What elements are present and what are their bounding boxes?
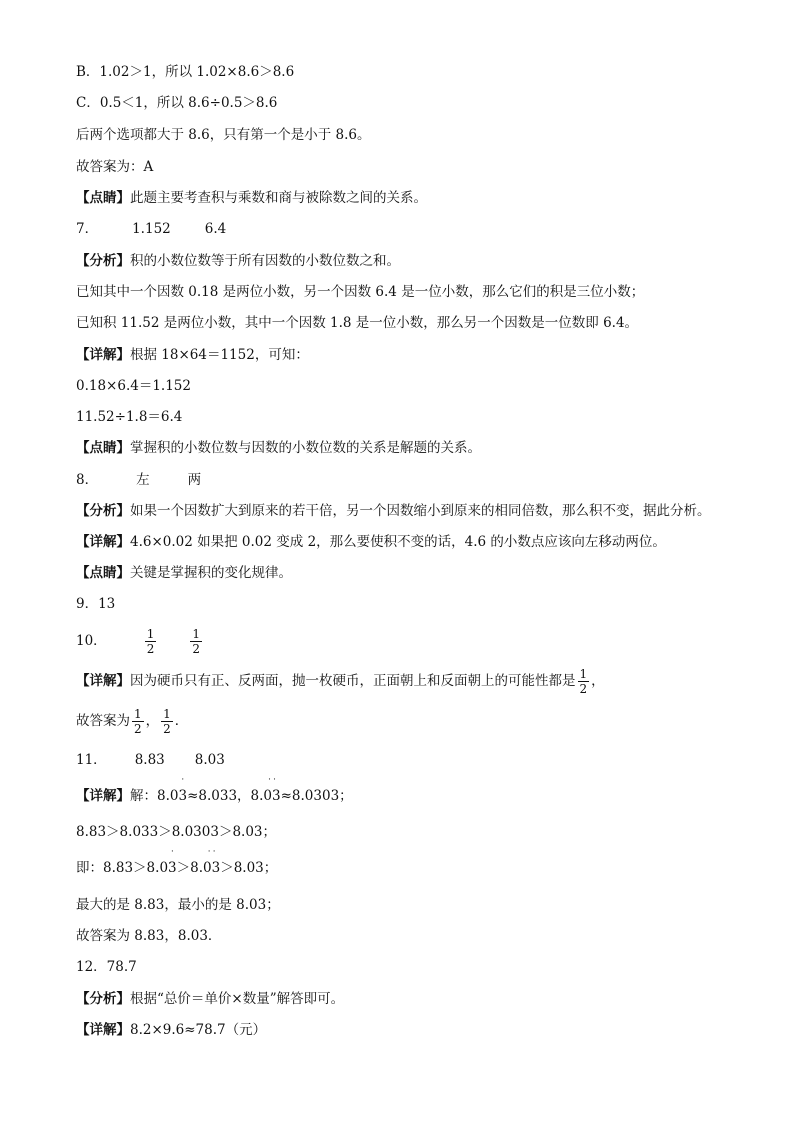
q7-line-1: 已知其中一个因数 0.18 是两位小数，另一个因数 6.4 是一位小数，那么它们的积是三位小数； [76,284,645,300]
q10-xiangjie: 【详解】因为硬币只有正、反两面，抛一枚硬币，正面朝上和反面朝上的可能性都是 $\frac{1}{2}$ ， [76,667,605,696]
xiangjie-tag: 【详解】 [76,534,130,550]
q12-answer-line: 12．78.7 [76,959,137,975]
q12-fenxi [76,989,344,1009]
q11-line-2: 即：8.83＞8.0 ˙ 3＞8. ˙˙ 03＞8.03； [76,850,278,876]
q7-dianjing [76,438,481,458]
xiangjie-text: 根据 18×64＝1152，可知： [130,347,309,363]
q7-equation-1: 0.18×6.4＝1.152 [76,378,191,394]
fenxi-tag: 【分析】 [76,991,130,1007]
fenxi-text: 根据“总价＝单价×数量”解答即可。 [130,991,345,1007]
q10-answer-text: 故答案为 $\frac{1}{2}$ ， $\frac{1}{2}$ ． [76,707,189,736]
q11-xiangjie: 【详解】解：8.0 ˙ 3≈8.033，8. ˙˙ 03≈8.0303； [76,778,353,804]
q8-dianjing [76,563,292,583]
dianjing-text: 关键是掌握积的变化规律。 [130,565,292,581]
xiangjie-tag: 【详解】 [76,347,130,363]
fraction-one-half: $\frac{1}{2}$ [579,667,588,696]
dianjing-text: 此题主要考查积与乘数和商与被除数之间的关系。 [130,190,427,206]
xiangjie-tag: 【详解】 [76,788,130,804]
fenxi-tag: 【分析】 [76,253,130,269]
q8-xiangjie [76,532,666,552]
xiangjie-text: 8.2×9.6≈78.7（元） [130,1022,267,1038]
xiangjie-tag: 【详解】 [76,1022,130,1038]
question-number: 8． [76,472,99,488]
repeating-decimal: ˙ 3 [178,778,188,804]
q11-line-3: 最大的是 8.83，最小的是 8.03； [76,897,280,913]
answer-line: 故答案为：A [76,159,154,175]
question-number: 7． [76,221,99,237]
q11-line-4: 故答案为 8.83，8.03． [76,928,222,944]
dianjing-tag: 【点睛】 [76,565,130,581]
q8-fenxi [76,501,711,521]
option-b-line: B．1.02＞1，所以 1.02×8.6＞8.6 [76,64,295,80]
fenxi-text: 如果一个因数扩大到原来的若干倍，另一个因数缩小到原来的相同倍数，那么积不变，据此分析。 [130,503,711,519]
answer-blank-1: 1.152 [132,221,171,237]
q11-line-1: 8.83＞8.033＞8.0303＞8.03； [76,824,277,840]
question-number: 10． [76,633,107,649]
fenxi-tag: 【分析】 [76,503,130,519]
dianjing-text: 掌握积的小数位数与因数的小数位数的关系是解题的关系。 [130,440,481,456]
q6-dianjing [76,188,427,208]
dianjing-tag: 【点睛】 [76,440,130,456]
repeating-decimal: ˙˙ 03 [203,850,221,876]
question-number: 11． [76,752,107,768]
answer-blank-1: 左 [136,472,150,488]
q9-answer-line: 9．13 [76,596,116,612]
answer-blank-1: 8.83 [134,752,165,768]
dianjing-tag: 【点睛】 [76,190,130,206]
xiangjie-text: 因为硬币只有正、反两面，抛一枚硬币，正面朝上和反面朝上的可能性都是 [130,673,576,689]
q12-xiangjie [76,1020,266,1040]
q7-fenxi [76,251,400,271]
answer-blank-2: 6.4 [204,221,227,237]
fraction-one-half: $\frac{1}{2}$ [146,627,155,656]
q8-answer-line [76,470,201,490]
q7-xiangjie [76,345,309,365]
explanation-line: 后两个选项都大于 8.6，只有第一个是小于 8.6。 [76,127,371,143]
q7-line-2: 已知积 11.52 是两位小数，其中一个因数 1.8 是一位小数，那么另一个因数是一位数即 6.4。 [76,315,639,331]
xiangjie-text: 4.6×0.02 如果把 0.02 变成 2，那么要使积不变的话，4.6 的小数点应该向左移动两位。 [130,534,666,550]
fraction-one-half: $\frac{1}{2}$ [134,707,142,736]
q10-answer-line [76,626,204,656]
option-c-line: C．0.5＜1，所以 8.6÷0.5＞8.6 [76,95,278,111]
repeating-decimal: ˙ 3 [168,850,177,876]
q7-answer-line [76,219,226,239]
fraction-one-half: $\frac{1}{2}$ [192,627,200,656]
repeating-decimal: ˙˙ 03 [263,778,281,804]
fenxi-text: 积的小数位数等于所有因数的小数位数之和。 [130,253,400,269]
q11-answer-line [76,750,225,770]
xiangjie-tag: 【详解】 [76,673,130,689]
fraction-one-half: $\frac{1}{2}$ [163,707,171,736]
answer-blank-2: 两 [187,472,202,488]
q7-equation-2: 11.52÷1.8＝6.4 [76,409,183,425]
answer-blank-2: 8.03 [194,752,225,768]
